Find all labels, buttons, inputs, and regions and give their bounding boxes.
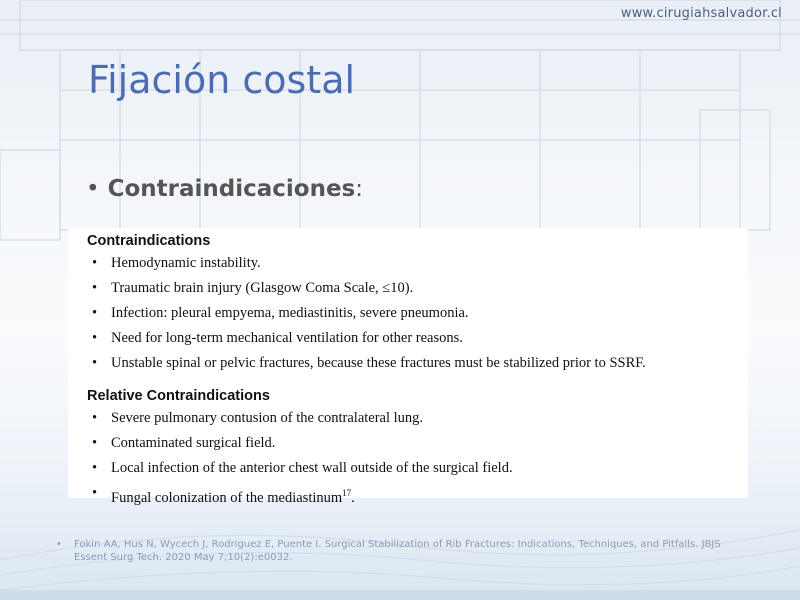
subtitle (86, 176, 363, 202)
list-item-text: Local infection of the anterior chest wall outside of the surgical field. (111, 460, 513, 476)
list-item (87, 481, 748, 511)
list-item (87, 406, 748, 431)
list-item (87, 351, 748, 376)
reference-citation (56, 539, 756, 564)
list-bullet: • (92, 355, 98, 371)
list-bullet: • (92, 330, 98, 346)
subtitle-bold-text: Contraindicaciones (107, 176, 356, 202)
list-item (87, 431, 748, 456)
relative-contraindications-list (87, 406, 748, 511)
section-heading-relative-contraindications: Relative Contraindications (87, 388, 270, 404)
list-item-text: Traumatic brain injury (Glasgow Coma Scale, ≤10). (111, 280, 414, 296)
list-item (87, 456, 748, 481)
contraindications-list (87, 251, 748, 376)
subtitle-suffix: : (355, 176, 363, 202)
list-item-text: Hemodynamic instability. (111, 255, 261, 271)
list-item (87, 326, 748, 351)
site-url[interactable]: www.cirugiahsalvador.cl (620, 6, 782, 21)
list-item (87, 276, 748, 301)
list-bullet: • (92, 485, 98, 501)
list-item-text: Severe pulmonary contusion of the contralateral lung. (111, 410, 424, 426)
list-bullet: • (92, 460, 98, 476)
reference-text: Fokin AA, Hus N, Wycech J, Rodriguez E, Puente I. Surgical Stabilization of Rib Fractures: Indications, Techniques, and Pitfalls. JBJS Essent Surg Tech. 2020 May 7;10(2):e0032. (74, 539, 721, 563)
reference-bullet: • (56, 539, 62, 550)
subtitle-bullet: • (86, 176, 100, 202)
list-bullet: • (92, 255, 98, 271)
citation-superscript: 17 (342, 488, 352, 498)
list-item-text: Fungal colonization of the mediastinum (111, 489, 343, 506)
list-bullet: • (92, 435, 98, 451)
list-item (87, 301, 748, 326)
list-item (87, 251, 748, 276)
list-bullet: • (92, 305, 98, 321)
list-bullet: • (92, 280, 98, 296)
list-item-text: Unstable spinal or pelvic fractures, because these fractures must be stabilized prior to SSRF. (111, 355, 646, 371)
contraindications-excerpt (68, 228, 748, 506)
list-item-text: Contaminated surgical field. (111, 435, 276, 451)
slide-title: Fijación costal (88, 58, 356, 102)
list-item-text: Infection: pleural empyema, mediastinitis, severe pneumonia. (111, 305, 469, 321)
list-item-suffix: . (351, 489, 355, 506)
list-item-text: Need for long-term mechanical ventilation for other reasons. (111, 330, 463, 346)
list-bullet: • (92, 410, 98, 426)
section-heading-contraindications: Contraindications (87, 233, 211, 249)
